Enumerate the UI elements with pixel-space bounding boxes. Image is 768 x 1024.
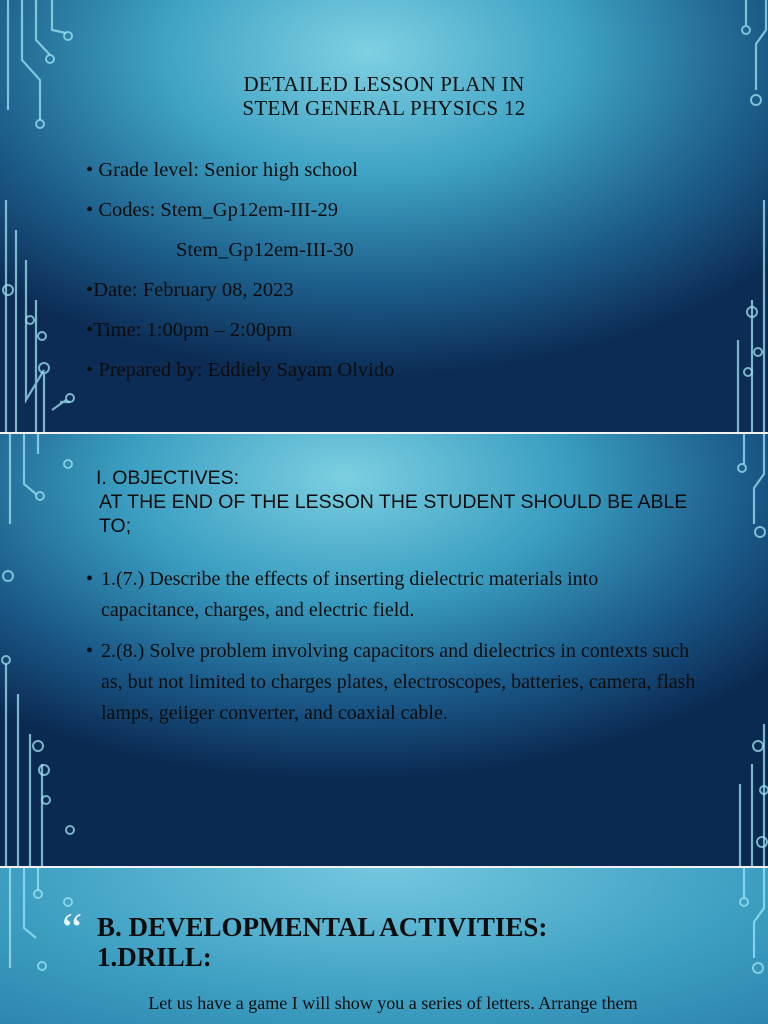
title-line-2: STEM GENERAL PHYSICS 12 bbox=[242, 96, 526, 120]
circuit-decoration-right bbox=[688, 0, 768, 432]
list-item bbox=[86, 316, 394, 356]
list-item bbox=[86, 236, 394, 276]
bullet: • bbox=[86, 279, 94, 301]
grade-level: Grade level: Senior high school bbox=[98, 159, 358, 181]
bullet: • bbox=[86, 319, 94, 341]
lesson-plan-title bbox=[0, 72, 768, 120]
list-item bbox=[86, 356, 394, 396]
objectives-list bbox=[86, 564, 696, 739]
objectives-heading bbox=[96, 466, 716, 538]
bullet: • bbox=[86, 159, 94, 181]
slide-objectives bbox=[0, 434, 768, 866]
drill-title: 1.DRILL: bbox=[97, 942, 212, 972]
objectives-intro: AT THE END OF THE LESSON THE STUDENT SHOULD BE ABLE TO; bbox=[99, 491, 688, 537]
prepared-by: Prepared by: Eddiely Sayam Olvido bbox=[98, 359, 395, 381]
title-line-1: DETAILED LESSON PLAN IN bbox=[243, 72, 525, 96]
slide-developmental-activities bbox=[0, 868, 768, 1024]
bullet: • bbox=[86, 199, 94, 221]
circuit-decoration-left bbox=[0, 434, 90, 866]
list-item bbox=[86, 156, 394, 196]
developmental-activities-heading bbox=[97, 912, 547, 972]
circuit-decoration-left bbox=[0, 0, 90, 432]
objective-2: 2.(8.) Solve problem involving capacitors and dielectrics in contexts such as, but not limited to charges plates, electroscopes, batteries, camera, flash lamps, geiiger converter, and coaxial cable. bbox=[101, 640, 696, 724]
list-item bbox=[86, 564, 696, 626]
slide-lesson-plan-title bbox=[0, 0, 768, 432]
codes: Codes: Stem_Gp12em-III-29 bbox=[98, 199, 339, 221]
quote-mark-icon: “ bbox=[62, 903, 83, 954]
time: Time: 1:00pm – 2:00pm bbox=[93, 319, 293, 341]
bullet: • bbox=[86, 640, 94, 662]
list-item bbox=[86, 276, 394, 316]
codes-continued: Stem_Gp12em-III-30 bbox=[176, 239, 354, 261]
drill-instructions: Let us have a game I will show you a series of letters. Arrange them bbox=[148, 993, 638, 1013]
bullet: • bbox=[86, 568, 94, 590]
list-item bbox=[86, 636, 696, 729]
lesson-info-list bbox=[86, 156, 394, 396]
objective-1: 1.(7.) Describe the effects of inserting dielectric materials into capacitance, charges, and electric field. bbox=[101, 568, 599, 621]
bullet: • bbox=[86, 359, 94, 381]
objectives-title: I. OBJECTIVES: bbox=[96, 467, 240, 489]
section-title: B. DEVELOPMENTAL ACTIVITIES: bbox=[97, 912, 548, 942]
date: Date: February 08, 2023 bbox=[93, 279, 294, 301]
list-item bbox=[86, 196, 394, 236]
